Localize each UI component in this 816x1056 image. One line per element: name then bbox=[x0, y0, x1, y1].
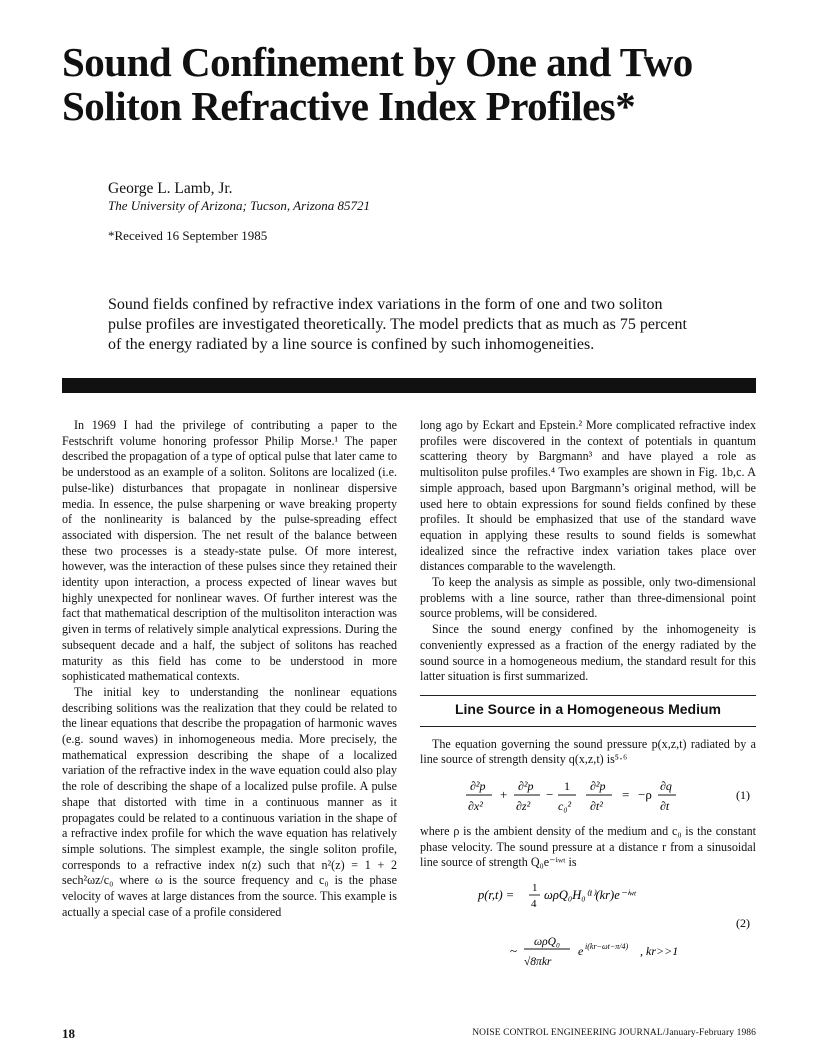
svg-text:∂²p: ∂²p bbox=[470, 779, 486, 794]
svg-text:−: − bbox=[546, 787, 554, 803]
svg-text:∂x²: ∂x² bbox=[468, 799, 483, 814]
header-rule bbox=[62, 378, 756, 393]
equation-2 bbox=[420, 875, 756, 971]
left-column bbox=[62, 418, 397, 921]
svg-text:∂²p: ∂²p bbox=[590, 779, 606, 794]
svg-text:∂z²: ∂z² bbox=[516, 799, 531, 814]
right-column bbox=[420, 418, 756, 971]
author-affiliation: The University of Arizona; Tucson, Arizona 85721 bbox=[108, 198, 371, 213]
equation-2-figure bbox=[420, 875, 756, 971]
svg-text:c₀²: c₀² bbox=[558, 799, 572, 814]
journal-footer: NOISE CONTROL ENGINEERING JOURNAL/January-February 1986 bbox=[472, 1028, 756, 1038]
equation-2-number: (2) bbox=[736, 916, 750, 931]
left-paragraph-2: The initial key to understanding the nonlinear equations describing solitions was the realization that they could be related to the linear equations that describe the propagation of harmonic waves (e.g. sound waves) in inhomogeneous media. More precisely, the mathematical expression describing the shape of a localized variation of the refractive index in the wave equation could also play the role of describing the shape of a localized pulse profile. A pulse shape that distorted with time in a continuous manner as it propagates could be related to a continuous variation in the shape of a refractive index profile for which the wave equation has relatively simple solutions. The simplest example, the single soliton profile, corresponds to a refractive index n(z) such that n²(z) = 1 + 2 sech²ωz/c₀ where ω is the source frequency and c₀ is the phase velocity of waves at large distances from the source. This example is actually a special case of a profile considered bbox=[62, 684, 397, 919]
svg-text:ωρQ₀H₀⁽¹⁾(kr)e⁻ⁱʷᵗ: ωρQ₀H₀⁽¹⁾(kr)e⁻ⁱʷᵗ bbox=[544, 888, 636, 903]
svg-text:e: e bbox=[578, 944, 584, 959]
svg-text:1: 1 bbox=[532, 882, 538, 895]
svg-text:∂q: ∂q bbox=[660, 779, 672, 794]
section-heading: Line Source in a Homogeneous Medium bbox=[420, 696, 756, 727]
svg-text:~: ~ bbox=[510, 943, 518, 959]
svg-text:i(kr−ωt−π/4): i(kr−ωt−π/4) bbox=[585, 942, 629, 952]
equation-1-figure bbox=[420, 770, 756, 820]
author-name: George L. Lamb, Jr. bbox=[108, 180, 233, 197]
svg-text:∂t: ∂t bbox=[660, 799, 670, 814]
page-number: 18 bbox=[62, 1026, 75, 1041]
svg-text:1: 1 bbox=[564, 779, 570, 794]
svg-text:4: 4 bbox=[531, 898, 537, 911]
equation-1 bbox=[420, 770, 756, 820]
equation-intro: The equation governing the sound pressure p(x,z,t) radiated by a line source of strength density q(x,z,t) is⁵·⁶ bbox=[420, 736, 756, 767]
equation-1-followup: where ρ is the ambient density of the medium and c₀ is the constant phase velocity. The sound pressure at a distance r from a sinusoidal line source of strength Q₀e⁻ⁱʷᵗ is bbox=[420, 824, 756, 870]
right-paragraph-2: To keep the analysis as simple as possible, only two-dimensional problems with a line source, rather than three-dimensional point source problems, will be considered. bbox=[420, 575, 756, 621]
svg-text:∂²p: ∂²p bbox=[518, 779, 534, 794]
received-date: *Received 16 September 1985 bbox=[108, 228, 268, 243]
svg-text:=: = bbox=[622, 787, 630, 803]
svg-text:p(r,t) =: p(r,t) = bbox=[478, 888, 515, 903]
svg-text:∂t²: ∂t² bbox=[590, 799, 603, 814]
svg-text:ωρQ₀: ωρQ₀ bbox=[534, 936, 560, 949]
paper-title: Sound Confinement by One and Two Soliton Refractive Index Profiles* bbox=[62, 39, 693, 129]
equation-1-number: (1) bbox=[736, 788, 750, 803]
right-paragraph-3: Since the sound energy confined by the inhomogeneity is conveniently expressed as a fraction of the energy radiated by the sound source in a homogeneous medium, the standard result for this latter situation is first summarized. bbox=[420, 622, 756, 684]
svg-text:√8πkr: √8πkr bbox=[524, 956, 552, 969]
left-paragraph-1: In 1969 I had the privilege of contributing a paper to the Festschrift volume honoring professor Philip Morse.¹ The paper described the propagation of a type of optical pulse that later came to be understood as an example of a soliton. Solitons are localized (i.e. pulse-like) disturbances that propagate in nonlinear dispersive media. In essence, the pulse sharpening or wave breaking property of the nonlinearity is balanced by the pulse-spreading effect associated with dispersion. The net result of the balance between these two processes is a steady-state pulse. Of more interest, however, was the interaction of these pulses since they retained their identity upon interaction, a process expected of linear waves but highly unexpected for nonlinear waves. Of further interest was the fact that mathematical description of the multisoliton interaction was given in terms of relatively simple analytical expressions. During the subsequent decade and a half, the subject of solitons has reached maturity as this field has come to be understood in more sophisticated mathematical contexts. bbox=[62, 418, 397, 684]
svg-text:+: + bbox=[500, 787, 508, 803]
right-paragraph-1: long ago by Eckart and Epstein.² More complicated refractive index profiles were discovered in the context of potentials in quantum scattering theory by Bargmann³ and have played a role as multisoliton pulse profiles.⁴ Two examples are shown in Fig. 1b,c. A simple approach, based upon Bargmann’s original method, will be used here to obtain expressions for sound fields confined by these profiles. It should be emphasized that use of the standard wave equation in applying these results to sound fields is somewhat idealized since the refractive index variation takes place over distances comparable to the wavelength. bbox=[420, 418, 756, 574]
svg-text:, kr>>1: , kr>>1 bbox=[640, 944, 679, 959]
abstract: Sound fields confined by refractive index variations in the form of one and two soliton pulse profiles are investigated theoretically. The model predicts that as much as 75 percent of the energy radiated by a line source is confined by such inhomogeneities. bbox=[108, 296, 687, 353]
svg-text:−ρ: −ρ bbox=[638, 787, 652, 803]
